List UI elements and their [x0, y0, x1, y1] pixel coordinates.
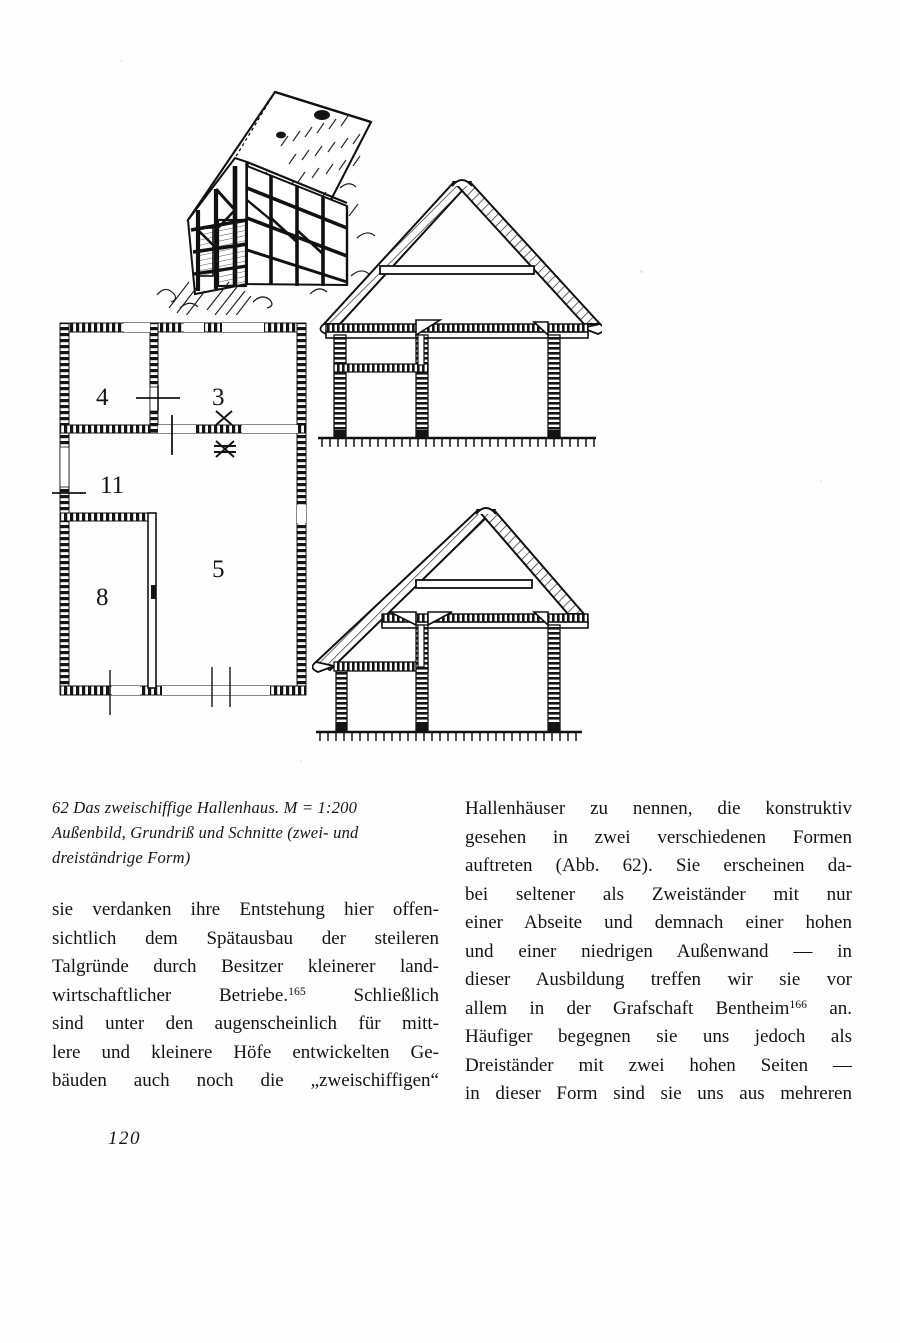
room-label-11: 11	[100, 472, 125, 499]
caption-line-1: 62 Das zweischiffige Hallenhaus. M = 1:200	[52, 798, 358, 817]
right-column-paragraph	[465, 795, 852, 1109]
text-line-with-footnote: wirtschaftlicher Betriebe.$^{165}$ Schließlich	[52, 984, 439, 1006]
text-line: auftreten (Abb. 62). Sie erscheinen da-	[465, 855, 852, 876]
body-text-area	[52, 795, 852, 1109]
two-column-layout	[52, 795, 852, 1109]
text-line: bäuden auch noch die „zweischiffigen“	[52, 1070, 439, 1092]
left-column-paragraph	[52, 896, 439, 1096]
text-line: dieser Ausbildung treffen wir sie vor	[465, 969, 852, 990]
footnote-marker-166: 166	[789, 997, 808, 1011]
text-line: lere und kleinere Höfe entwickelten Ge-	[52, 1041, 439, 1063]
text-line: sie verdanken ihre Entstehung hier offen-	[52, 899, 439, 921]
text-line: bei seltener als Zweiständer mit nur	[465, 883, 852, 905]
text-line: sind unter den augenscheinlich für mitt-	[52, 1013, 439, 1035]
right-column	[465, 795, 852, 1109]
room-label-8: 8	[96, 584, 109, 611]
panel-cross-section-lower	[312, 462, 602, 747]
left-column	[52, 795, 439, 1096]
room-label-3: 3	[212, 384, 225, 411]
text-line: Dreiständer mit zwei hohen Seiten —	[465, 1054, 852, 1076]
text-line: Häufiger begegnen sie uns jedoch als	[465, 1026, 852, 1047]
text-line: und einer niedrigen Außenwand — in	[465, 940, 852, 962]
text-line: in dieser Form sind sie uns aus mehreren	[465, 1083, 852, 1104]
text-line: gesehen in zwei verschiedenen Formen	[465, 826, 852, 848]
text-line: einer Abseite und demnach einer hohen	[465, 912, 852, 933]
caption-line-3: dreiständrige Form)	[52, 848, 191, 868]
panel-cross-section-upper	[312, 172, 602, 457]
text-line-with-footnote: allem in der Grafschaft Bentheim$^{166}$ an.	[465, 997, 853, 1019]
room-label-5: 5	[212, 556, 225, 583]
text-line: Hallenhäuser zu nennen, die konstruktiv	[465, 798, 852, 819]
panel-floor-plan	[52, 315, 314, 715]
page-number: 120	[108, 1128, 141, 1149]
footnote-marker-165: 165	[288, 984, 306, 998]
symbol-hearth	[214, 441, 236, 457]
figure-caption	[52, 795, 439, 870]
room-label-4: 4	[96, 384, 109, 411]
symbol-cross	[216, 411, 232, 425]
caption-line-2: Außenbild, Grundriß und Schnitte (zwei- und	[52, 823, 359, 843]
text-line: Talgründe durch Besitzer kleinerer land-	[52, 956, 439, 978]
text-line: sichtlich dem Spätausbau der steileren	[52, 927, 439, 949]
